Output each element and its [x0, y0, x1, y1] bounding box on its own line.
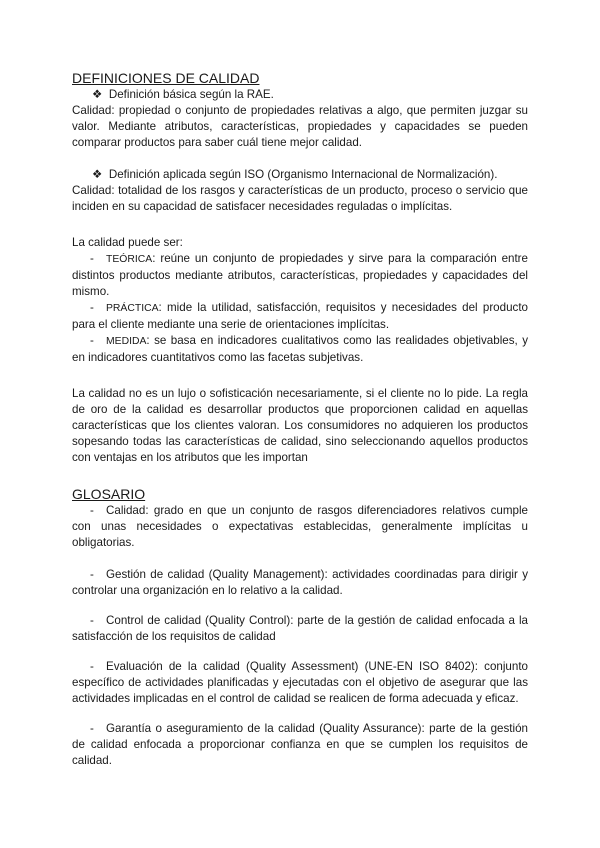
glosario-item [72, 503, 528, 551]
glosario-text: Control de calidad (Quality Control): parte de la gestión de calidad enfocada a la satisfacción de los requisitos de calidad [72, 614, 528, 643]
iso-definition: Calidad: totalidad de los rasgos y características de un producto, proceso o servicio que inciden en su capacidad de satisfacer necesidades reguladas o implícitas. [72, 184, 528, 213]
dash-marker: - [90, 301, 94, 314]
glosario-item [72, 721, 528, 769]
iso-heading [72, 167, 528, 183]
dash-marker: - [90, 334, 94, 347]
glosario-text: Calidad: grado en que un conjunto de rasgos diferenciadores relativos cumple con unas necesidades o expectativas establecidas, generalmente implícitas u obligatorias. [72, 504, 528, 549]
section-title-glosario: GLOSARIO [72, 486, 146, 502]
parrafo-lujo: La calidad no es un lujo o sofisticación necesariamente, si el cliente no lo pide. La regla de oro de la calidad es desarrollar productos que proporcionen calidad en aquellas características que los clientes valoran. Los consumidores no adquieren los productos sopesando todas las características de calidad, sino seleccionando aquellos productos con ventajas en los atributos que les importan [72, 387, 528, 464]
iso-heading-text: Definición aplicada según ISO (Organismo Internacional de Normalización). [108, 168, 498, 181]
tipo-item [72, 333, 528, 366]
dash-marker: - [90, 504, 94, 517]
glosario-item [72, 613, 528, 645]
tipo-item [72, 300, 528, 333]
tipo-label: MEDIDA [106, 336, 147, 347]
tipo-item [72, 251, 528, 300]
section-title-definiciones: DEFINICIONES DE CALIDAD [72, 70, 260, 86]
tipos-intro: La calidad puede ser: [72, 236, 183, 249]
rae-heading [72, 87, 528, 103]
rae-definition: Calidad: propiedad o conjunto de propiedades relativas a algo, que permiten juzgar su valor. Mediante atributos, características, propiedades y capacidades se pueden comparar productos para saber cuál tiene mejor calidad. [72, 104, 528, 149]
tipo-text: : mide la utilidad, satisfacción, requisitos y necesidades del producto para el cliente mediante una serie de orientaciones implícitas. [72, 301, 528, 331]
diamond-bullet-icon: ❖ [92, 88, 103, 101]
dash-marker: - [90, 252, 94, 265]
tipo-text: : se basa en indicadores cualitativos como las realidades objetivables, y en indicadores cuantitativos como las facetas subjetivas. [72, 334, 528, 364]
rae-heading-text: Definición básica según la RAE. [108, 88, 274, 101]
tipo-label: PRÁCTICA [106, 303, 159, 314]
glosario-text: Gestión de calidad (Quality Management): actividades coordinadas para dirigir y controlar una organización en lo relativo a la calidad. [72, 568, 528, 597]
diamond-bullet-icon: ❖ [92, 168, 103, 181]
glosario-text: Evaluación de la calidad (Quality Assessment) (UNE-EN ISO 8402): conjunto específico de actividades planificadas y ejecutadas con el objetivo de asegurar que las actividades implicadas en el control de calidad se realicen de forma adecuada y eficaz. [72, 660, 528, 705]
glosario-text: Garantía o aseguramiento de la calidad (Quality Assurance): parte de la gestión de calidad enfocada a proporcionar confianza en que se cumplen los requisitos de calidad. [72, 722, 528, 767]
tipo-text: : reúne un conjunto de propiedades y sirve para la comparación entre distintos productos mediante atributos, características, propiedades y capacidades del mismo. [72, 252, 528, 298]
dash-marker: - [90, 568, 94, 581]
tipo-label: TEÓRICA [106, 254, 153, 265]
document-page [72, 70, 528, 769]
dash-marker: - [90, 722, 94, 735]
dash-marker: - [90, 660, 94, 673]
glosario-item [72, 567, 528, 599]
glosario-item [72, 659, 528, 707]
dash-marker: - [90, 614, 94, 627]
